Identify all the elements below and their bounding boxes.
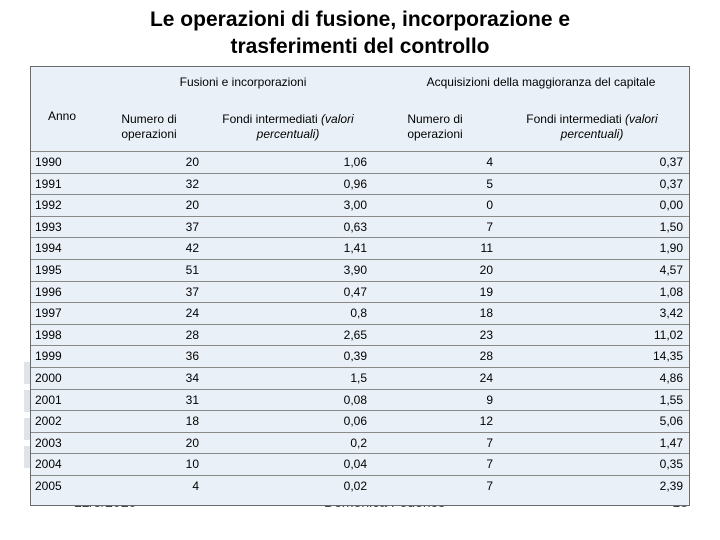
cell-acquisitions-count: 7 xyxy=(486,457,493,472)
row-divider xyxy=(31,173,689,174)
cell-mergers-funds: 0,39 xyxy=(343,349,367,364)
cell-year: 1996 xyxy=(35,284,62,299)
cell-acquisitions-count: 11 xyxy=(480,241,493,256)
cell-mergers-funds: 3,90 xyxy=(343,263,367,277)
cell-acquisitions-count: 9 xyxy=(486,392,493,407)
row-divider xyxy=(31,237,689,238)
row-divider xyxy=(31,216,689,217)
cell-acquisitions-count: 18 xyxy=(479,306,493,321)
cell-acquisitions-funds: 0,35 xyxy=(659,457,683,472)
row-divider xyxy=(31,194,689,195)
column-header-acquisitions-count: Numero di operazioni xyxy=(407,112,463,141)
cell-mergers-count: 20 xyxy=(185,198,199,213)
cell-acquisitions-funds: 3,42 xyxy=(659,306,683,321)
cell-mergers-funds: 0,04 xyxy=(343,457,367,472)
cell-year: 1992 xyxy=(35,198,62,213)
cell-mergers-count: 36 xyxy=(185,349,199,364)
cell-acquisitions-count: 28 xyxy=(479,349,493,364)
slide-title xyxy=(0,6,720,60)
row-divider xyxy=(31,281,689,282)
cell-year: 2003 xyxy=(35,435,62,450)
cell-acquisitions-count: 5 xyxy=(486,176,493,191)
cell-mergers-funds: 0,96 xyxy=(343,176,367,191)
cell-mergers-funds: 1,41 xyxy=(343,241,367,256)
cell-year: 2005 xyxy=(35,479,62,493)
cell-year: 1999 xyxy=(35,349,62,364)
cell-acquisitions-count: 23 xyxy=(479,327,493,342)
cell-acquisitions-funds: 4,86 xyxy=(659,371,683,385)
cell-year: 1995 xyxy=(35,263,62,277)
cell-acquisitions-funds: 2,39 xyxy=(659,479,683,493)
cell-mergers-count: 31 xyxy=(185,392,199,407)
header-divider xyxy=(31,151,689,152)
funds-label: Fondi intermediati xyxy=(222,112,318,126)
cell-acquisitions-count: 20 xyxy=(479,263,493,277)
cell-mergers-funds: 0,63 xyxy=(343,219,367,234)
cell-mergers-funds: 3,00 xyxy=(343,198,367,213)
cell-acquisitions-funds: 5,06 xyxy=(659,414,683,429)
row-divider xyxy=(31,324,689,325)
cell-acquisitions-funds: 4,57 xyxy=(659,263,683,277)
cell-acquisitions-count: 24 xyxy=(479,371,493,385)
cell-year: 1991 xyxy=(35,176,62,191)
cell-mergers-count: 4 xyxy=(192,479,199,493)
cell-acquisitions-count: 12 xyxy=(479,414,493,429)
cell-mergers-count: 18 xyxy=(185,414,199,429)
cell-year: 1990 xyxy=(35,155,62,169)
cell-mergers-count: 37 xyxy=(185,284,199,299)
cell-acquisitions-funds: 1,90 xyxy=(659,241,683,256)
row-divider xyxy=(31,432,689,433)
cell-acquisitions-funds: 0,37 xyxy=(659,155,683,169)
cell-acquisitions-funds: 1,08 xyxy=(659,284,683,299)
column-header-mergers-count: Numero di operazioni xyxy=(121,112,177,141)
column-header-acquisitions-funds xyxy=(517,112,667,142)
cell-year: 1994 xyxy=(35,241,62,256)
cell-mergers-count: 24 xyxy=(185,306,199,321)
cell-mergers-count: 20 xyxy=(185,155,199,169)
title-line-1: Le operazioni di fusione, incorporazione e xyxy=(149,8,571,31)
row-divider xyxy=(31,453,689,454)
cell-mergers-funds: 2,65 xyxy=(343,327,367,342)
row-divider xyxy=(31,410,689,411)
cell-year: 1997 xyxy=(35,306,62,321)
row-divider xyxy=(31,259,689,260)
cell-acquisitions-funds: 11,02 xyxy=(653,327,683,342)
cell-year: 2002 xyxy=(35,414,62,429)
row-divider xyxy=(31,345,689,346)
group-header-mergers: Fusioni e incorporazioni xyxy=(179,75,307,89)
cell-acquisitions-funds: 14,35 xyxy=(652,349,683,364)
cell-mergers-count: 20 xyxy=(185,435,199,450)
row-divider xyxy=(31,389,689,390)
cell-acquisitions-funds: 1,50 xyxy=(659,219,683,234)
cell-acquisitions-funds: 0,00 xyxy=(659,198,683,213)
cell-mergers-funds: 1,06 xyxy=(343,155,367,169)
group-header-acquisitions: Acquisizioni della maggioranza del capitale xyxy=(426,75,656,89)
cell-year: 2000 xyxy=(35,371,62,385)
cell-mergers-count: 37 xyxy=(185,219,199,234)
cell-mergers-count: 34 xyxy=(185,371,199,385)
cell-year: 2004 xyxy=(35,457,62,472)
cell-mergers-count: 42 xyxy=(185,241,199,256)
cell-acquisitions-count: 7 xyxy=(486,479,493,493)
cell-mergers-funds: 0,47 xyxy=(343,284,367,299)
cell-mergers-count: 10 xyxy=(185,457,199,472)
cell-mergers-funds: 0,2 xyxy=(350,435,367,450)
cell-acquisitions-funds: 0,37 xyxy=(659,176,683,191)
row-divider xyxy=(31,302,689,303)
funds-unit-label: (valori percentuali) xyxy=(256,112,354,141)
funds-label: Fondi intermediati xyxy=(526,112,622,126)
cell-acquisitions-funds: 1,55 xyxy=(659,392,683,407)
cell-mergers-funds: 0,06 xyxy=(343,414,367,429)
column-header-year: Anno xyxy=(47,109,77,123)
cell-year: 1993 xyxy=(35,219,62,234)
row-divider xyxy=(31,367,689,368)
title-line-2: trasferimenti del controllo xyxy=(230,35,490,58)
cell-year: 1998 xyxy=(35,327,62,342)
cell-year: 2001 xyxy=(35,392,62,407)
data-table xyxy=(30,66,690,506)
cell-mergers-funds: 1,5 xyxy=(350,371,367,385)
funds-unit-label: (valori percentuali) xyxy=(560,112,658,141)
cell-mergers-funds: 0,08 xyxy=(343,392,367,407)
column-header-mergers-funds xyxy=(213,112,363,142)
cell-acquisitions-count: 7 xyxy=(486,435,493,450)
cell-acquisitions-count: 4 xyxy=(486,155,493,169)
row-divider xyxy=(31,475,689,476)
cell-acquisitions-funds: 1,47 xyxy=(659,435,683,450)
cell-mergers-count: 32 xyxy=(185,176,199,191)
cell-mergers-count: 28 xyxy=(185,327,199,342)
cell-mergers-funds: 0,02 xyxy=(343,479,367,493)
cell-mergers-funds: 0,8 xyxy=(350,306,367,321)
cell-acquisitions-count: 0 xyxy=(486,198,493,213)
cell-acquisitions-count: 19 xyxy=(479,284,493,299)
cell-acquisitions-count: 7 xyxy=(486,219,493,234)
cell-mergers-count: 51 xyxy=(185,263,199,277)
